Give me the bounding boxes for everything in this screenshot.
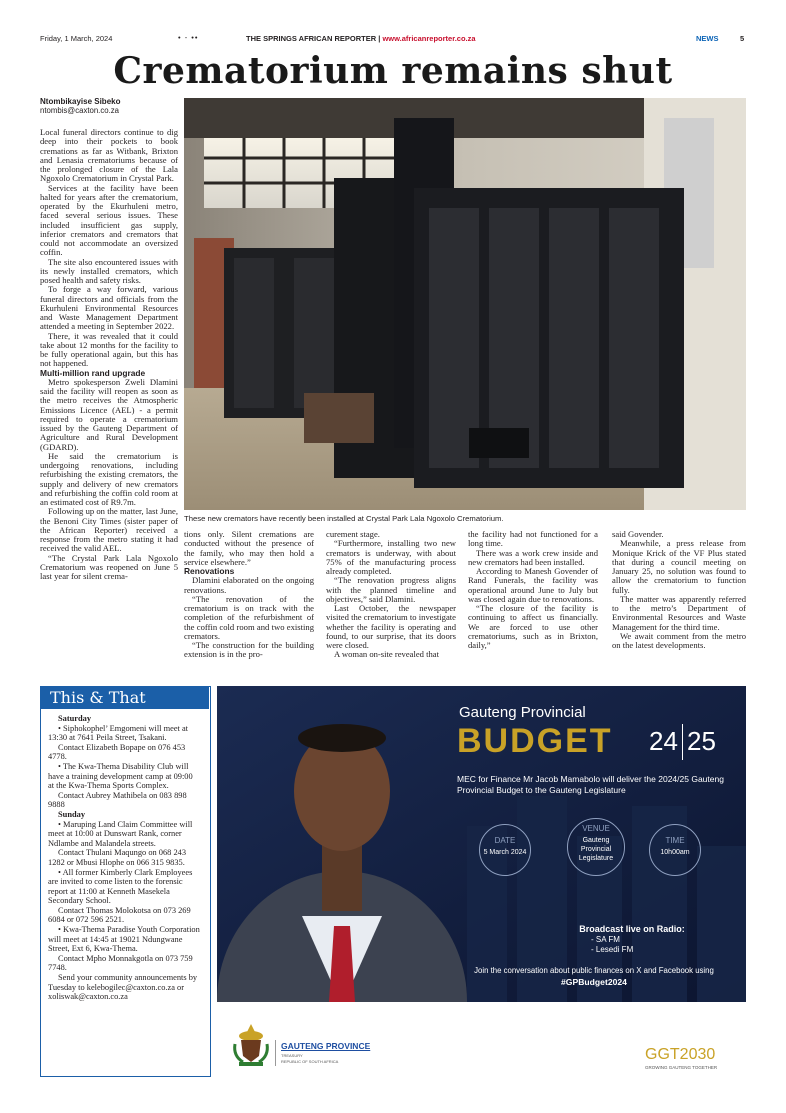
byline [40,97,178,115]
cremator-photo [184,98,746,510]
article-paragraph: curement stage. [326,529,380,539]
photo-caption: These new cremators have recently been installed at Crystal Park Lala Ngoxolo Crematorium. [184,514,504,523]
ad-footer [217,1002,746,1075]
article-column-5 [612,530,746,650]
article-paragraph: According to Manesh Govender of Rand Funerals, the facility was operational around June to July but was closed again due to renovations. [468,566,598,604]
listing-day: Saturday [58,714,92,723]
header-dots: • - •• [178,33,199,42]
article-paragraph: The matter was apparently referred to the metro’s Department of Environmental Resources and Waste Management for the third time. [612,593,746,632]
article-paragraph: “The closure of the facility is continuing to affect us financially. We are forced to use other crematoriums, such as in Brixton, daily,” [468,603,598,650]
ad-hashtag[interactable]: #GPBudget2024 [561,977,627,987]
article-paragraph: Dlamini elaborated on the ongoing renovations. [184,575,314,595]
byline-author: Ntombikayise Sibeko [40,97,121,106]
article-paragraph: The site also encountered issues with its newly installed cremators, which posed health and safety risks. [40,256,178,285]
listing-item: • Maruping Land Claim Committee will meet at 10:00 at Dunswart Rank, corner Ndlambe and Malandela streets. [48,819,193,848]
this-and-that-body [48,714,200,1002]
article-paragraph: Metro spokesperson Zweli Dlamini said the facility will reopen as soon as the metro receives the Atmospheric Emissions Licence (AEL) - a permit required to operate a crematorium issued by the Gauteng Department of Agriculture and Rural Development (GDARD). [40,376,178,452]
page-number: 5 [740,34,745,43]
gauteng-province-logo: GAUTENG PROVINCE [281,1041,371,1051]
ggt2030-logo: GGT2030 [645,1046,716,1063]
article-paragraph: Following up on the matter, last June, the Benoni City Times (sister paper of the African Reporter) received a response from the metro stating it had received the valid AEL. [40,506,178,554]
logo-subline-2: REPUBLIC OF SOUTH AFRICA [281,1059,339,1064]
article-paragraph: A woman on-site revealed that [334,649,440,660]
coat-of-arms-icon [231,1022,271,1068]
ad-radio-title: Broadcast live on Radio: [579,924,685,934]
listing-item: • Siphokophel’ Emgomeni will meet at 13:30 at 7641 Peila Street, Tsakani. [48,723,189,743]
publication-name [246,34,476,43]
issue-date: Friday, 1 March, 2024 [40,34,113,43]
listing-item: Contact Aubrey Mathibela on 083 898 9888 [48,790,187,810]
ad-radio-2: - Lesedi FM [591,945,634,954]
page-header [40,34,746,46]
listing-item: Contact Thulani Maqungo on 068 243 1282 or Mbusi Hlophe on 066 315 9835. [48,848,187,867]
ad-year-divider [682,724,683,760]
article-column-4 [468,530,598,650]
publication-url[interactable]: www.africanreporter.co.za [382,34,476,43]
ad-join-text: Join the conversation about public finances on X and Facebook using [474,966,714,975]
ad-line1: Gauteng Provincial [459,704,586,721]
listing-item: Send your community announcements by Tuesday to kelebogilec@caxton.co.za or xoliswak@caxton.co.za [48,973,198,1002]
ad-date-label: DATE [494,836,516,845]
article-paragraph: “Furthermore, installing two new cremators is underway, with about 75% of the manufacturing process already completed. [326,538,456,576]
ad-date-value: 5 March 2024 [483,849,527,856]
ggt2030-tagline: GROWING GAUTENG TOGETHER [645,1065,718,1070]
ad-venue-label: VENUE [582,824,610,833]
ad-radio-1: - SA FM [591,935,620,944]
ad-time-value: 10h00am [660,849,690,856]
section-label: NEWS [696,34,719,43]
article-column-3 [326,530,456,660]
budget-advertisement[interactable] [217,686,746,1002]
article-column-2 [184,530,314,660]
listing-item: Contact Elizabeth Bopape on 076 453 4778. [48,742,186,762]
article-paragraph: “The construction for the building extension is in the pro- [184,640,314,660]
ad-venue-value: Gauteng Provincial Legislature [578,837,614,862]
article-paragraph: He said the crematorium is undergoing renovations, including refurbishing the existing cremators, the supply and delivery of new cremators and refurbishing the coffin cold room at an estimated cost of R9.7m. [40,450,178,507]
article-subhead: Renovations [184,566,235,576]
listing-item: • The Kwa-Thema Disability Club will have a training development camp at 09:00 at the Kwa-Thema Sports Complex. [48,761,193,791]
listing-item: • Kwa-Thema Paradise Youth Corporation will meet at 14:45 at 19021 Ndungwane Street, Ext 6, Kwa-Thema. [48,925,200,954]
publication-title: THE SPRINGS AFRICAN REPORTER [246,34,377,43]
article-paragraph: To forge a way forward, various funeral directors and officials from the Ekurhuleni Environmental Resources and Waste Management Department attended a meeting in September 2022. [40,284,178,332]
article-paragraph: There, it was revealed that it could take about 12 months for the facility to be fully operational again, but this has not happened. [40,330,178,369]
article-paragraph: “The Crystal Park Lala Ngoxolo Crematorium was reopened on June 5 last year for silent crema- [40,552,178,581]
cremator-photo-image [184,98,746,510]
listing-item: Contact Thomas Molokotsa on 073 269 6084 or 072 596 2521. [48,905,191,925]
ad-year-a: 24 [649,726,678,756]
article-paragraph: We await comment from the metro on the latest developments. [612,630,746,650]
listing-day: Sunday [58,809,86,819]
headline: Crematorium remains shut [113,50,673,92]
article-paragraph: “The renovation of the crematorium is on track with the completion of the refurbishment of the coffin cold room and two existing cremators. [184,593,314,641]
logo-subline-1: TREASURY [281,1053,303,1058]
this-and-that-title: This & That [40,686,209,709]
ad-time-label: TIME [665,836,685,845]
article-paragraph: the facility had not functioned for a long time. [468,529,598,549]
article-paragraph: Last October, the newspaper visited the crematorium to investigate whether the facility is operating and found, to our surprise, that its doors were closed. [326,603,456,650]
article-paragraph: said Govender. [612,529,664,539]
ad-budget: BUDGET [457,722,613,760]
header-separator: | [378,34,381,43]
byline-email[interactable]: ntombis@caxton.co.za [40,106,119,115]
article-subhead: Multi-million rand upgrade [40,367,146,378]
ad-description: MEC for Finance Mr Jacob Mamabolo will deliver the 2024/25 Gauteng Provincial Budget to the Gauteng Legislature [457,774,724,795]
listing-item: Contact Mpho Monnakgotla on 073 759 7748. [48,953,193,973]
ad-year-b: 25 [687,726,716,756]
logo-divider [275,1040,276,1066]
article-paragraph: Local funeral directors continue to dig deep into their pockets to book cremations as far as Witbank, Brixton and Lenasia crematoriums because of the prolonged closure of the Lala Ngoxolo Crematorium in Crystal Park. [40,127,178,184]
article-paragraph: “The renovation progress aligns with the planned timeline and objectives,” said Dlamini. [326,575,456,604]
article-paragraph: tions only. Silent cremations are conducted without the presence of the family, who may then hold a service elsewhere.” [184,529,314,567]
article-paragraph: Services at the facility have been halted for years after the crematorium, operated by the Ekurhuleni metro, faced several serious issues. These included insufficient gas supply, inferior cremators and cremators that could not accommodate an oversized coffin. [40,182,178,258]
listing-item: • All former Kimberly Clark Employees are invited to come listen to the forensic report at 11:00 at Kenneth Masekela Secondary School. [48,867,193,906]
article-paragraph: Meanwhile, a press release from Monique Krick of the VF Plus stated that during a council meeting on January 25, no solution was found to allow the crematorium to function fully. [612,538,746,595]
article-column-1 [40,128,178,581]
article-paragraph: There was a work crew inside and new cremators had been installed. [468,547,598,567]
